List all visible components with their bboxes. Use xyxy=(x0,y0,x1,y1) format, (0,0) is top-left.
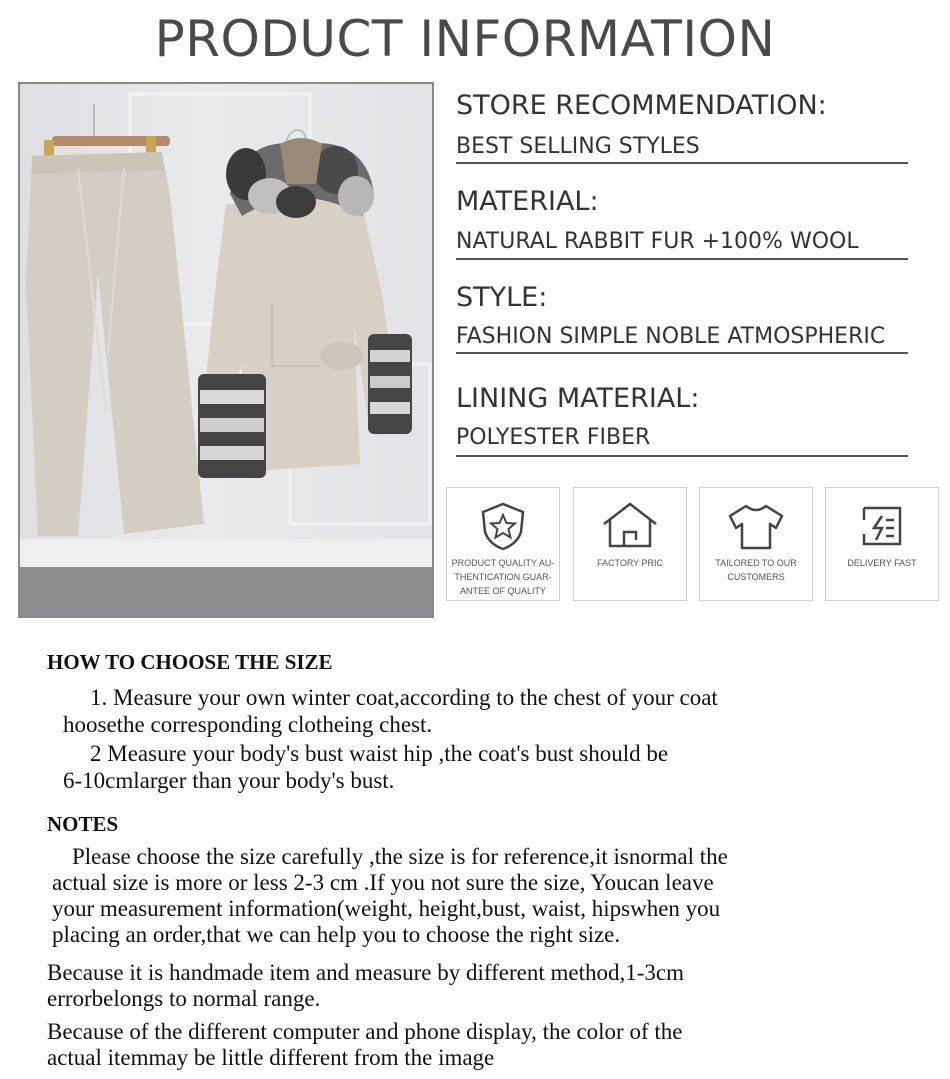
spec-value-style: FASHION SIMPLE NOBLE ATMOSPHERIC xyxy=(456,324,886,349)
notes-line: Because it is handmade item and measure by different method,1-3cm xyxy=(47,960,684,985)
house-icon xyxy=(600,500,660,552)
tshirt-icon xyxy=(726,500,786,552)
spec-value-store-recommendation: BEST SELLING STYLES xyxy=(456,134,700,159)
spec-value-material: NATURAL RABBIT FUR +100% WOOL xyxy=(456,229,859,254)
badge-factory-price xyxy=(573,487,687,601)
size-guide-line: 2 Measure your body's bust waist hip ,the coat's bust should be xyxy=(90,741,669,766)
badge-tailored-text: TAILORED TO OUR CUSTOMERS xyxy=(715,558,797,582)
spec-value-lining-material: POLYESTER FIBER xyxy=(456,425,651,450)
spec-divider xyxy=(456,162,908,164)
page-title: PRODUCT INFORMATION xyxy=(154,10,776,68)
notes-line: actual itemmay be little different from the image xyxy=(47,1045,495,1070)
size-guide-line: 6-10cmlarger than your body's bust. xyxy=(63,768,395,793)
notes-heading: NOTES xyxy=(47,812,119,836)
size-guide-line: hoosethe corresponding clotheing chest. xyxy=(63,712,433,737)
product-photo xyxy=(18,82,434,618)
badge-tailored xyxy=(699,487,813,601)
badge-delivery-text: DELIVERY FAST xyxy=(847,558,917,568)
spec-divider xyxy=(456,455,908,457)
notes-line: your measurement information(weight, height,bust, waist, hipswhen you xyxy=(52,896,721,921)
notes-line: errorbelongs to normal range. xyxy=(47,986,321,1011)
notes-line: placing an order,that we can help you to choose the right size. xyxy=(52,922,621,947)
badge-quality-text: PRODUCT QUALITY AU- THENTICATION GUAR- ANTEE OF QUALITY xyxy=(451,558,555,596)
spec-divider xyxy=(456,352,908,354)
spec-label-lining-material: LINING MATERIAL: xyxy=(456,383,700,414)
notes-line: Please choose the size carefully ,the size is for reference,it isnormal the xyxy=(72,844,728,869)
badge-factory-price-text: FACTORY PRIC xyxy=(596,558,664,568)
size-guide-heading: HOW TO CHOOSE THE SIZE xyxy=(47,650,333,674)
fast-delivery-icon xyxy=(854,500,910,552)
size-guide-line: 1. Measure your own winter coat,according to the chest of your coat xyxy=(90,685,718,710)
badge-quality xyxy=(446,487,560,601)
spec-divider xyxy=(456,258,908,260)
notes-line: Because of the different computer and phone display, the color of the xyxy=(47,1019,683,1044)
notes-line: actual size is more or less 2-3 cm .If you not sure the size, Youcan leave xyxy=(52,870,714,895)
spec-label-material: MATERIAL: xyxy=(456,186,599,217)
badge-delivery xyxy=(825,487,939,601)
shield-star-icon xyxy=(477,500,529,552)
spec-label-style: STYLE: xyxy=(456,282,548,313)
spec-label-store-recommendation: STORE RECOMMENDATION: xyxy=(456,90,827,121)
